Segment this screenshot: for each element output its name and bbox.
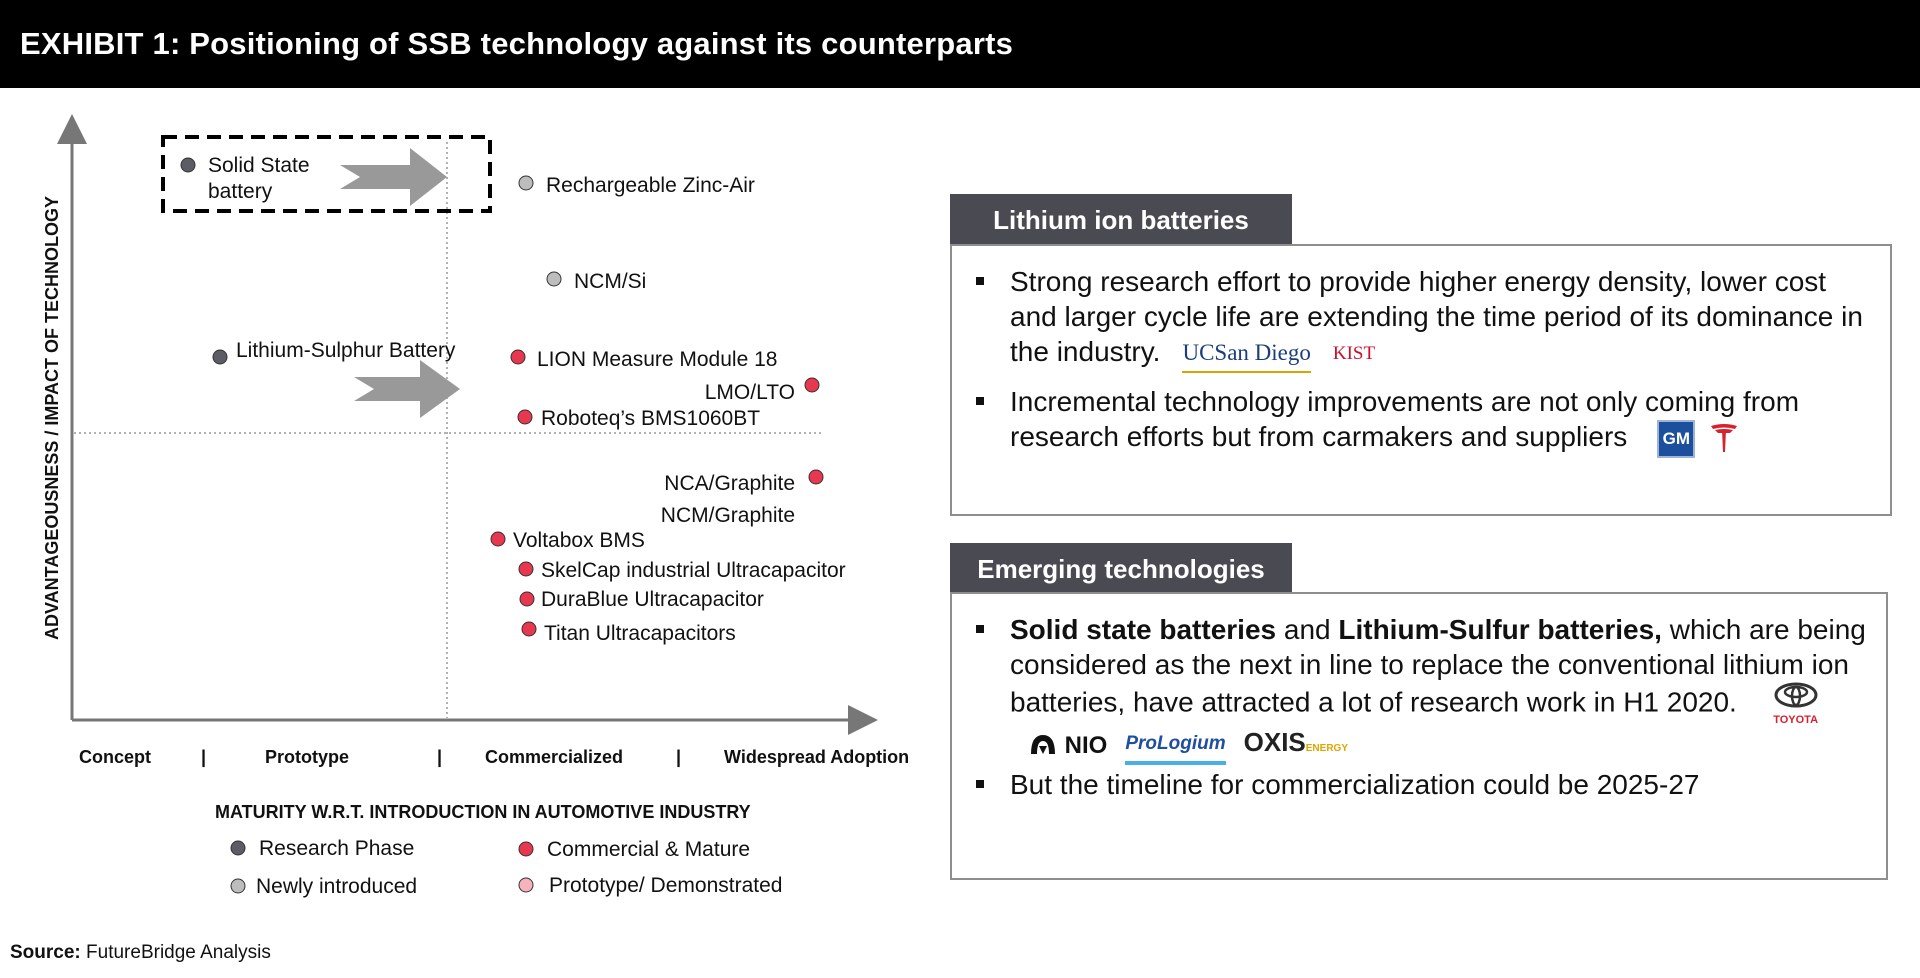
point-label: NCM/Graphite <box>660 504 795 527</box>
point-marker <box>809 470 823 484</box>
point-marker <box>181 158 195 172</box>
point-marker <box>519 176 533 190</box>
lithium-ion-heading: Lithium ion batteries <box>950 194 1292 244</box>
page-title: EXHIBIT 1: Positioning of SSB technology against its counterparts <box>20 26 1014 61</box>
point-marker <box>491 532 505 546</box>
point-marker <box>519 562 533 576</box>
point-marker <box>511 350 525 364</box>
ssb-arrow <box>340 148 447 206</box>
ucsd-logo: UCSan Diego <box>1182 335 1310 373</box>
legend-label: Research Phase <box>259 837 415 860</box>
x-category-concept: Concept <box>79 747 151 767</box>
legend <box>231 837 782 898</box>
point-marker <box>518 410 532 424</box>
point-label: NCM/Si <box>574 270 647 293</box>
emerging-tech-panel <box>950 592 1888 880</box>
point-marker <box>520 592 534 606</box>
legend-marker <box>231 879 245 893</box>
x-separator: | <box>437 747 443 767</box>
point-marker <box>522 622 536 636</box>
point-label: LMO/LTO <box>704 381 795 404</box>
legend-marker <box>519 878 533 892</box>
point-label: LION Measure Module 18 <box>537 348 778 371</box>
kist-logo: KIST <box>1332 343 1376 365</box>
title-bar <box>0 0 1920 88</box>
em-bullet-2: But the timeline for commercialization could be 2025-27 <box>1010 767 1870 802</box>
legend-label: Prototype/ Demonstrated <box>549 874 783 897</box>
nio-logo: NIO <box>1028 728 1107 763</box>
x-axis-title: MATURITY W.R.T. INTRODUCTION IN AUTOMOTIVE INDUSTRY <box>215 802 751 822</box>
emerging-tech-heading: Emerging technologies <box>950 543 1292 593</box>
em-bullet-1: Solid state batteries and Lithium-Sulfur batteries, which are being considered as the next in line to replace the conventional lithium ion batteries, have attracted a lot of research work in H1 2020. TOYOTA NIO ProLogium OXISENERGY <box>1010 612 1870 765</box>
x-category-prototype: Prototype <box>265 747 350 767</box>
x-separator: | <box>201 747 207 767</box>
x-category-commercialized: Commercialized <box>485 747 624 767</box>
li-bullet-1: Strong research effort to provide higher energy density, lower cost and larger cycle life are extending the time period of its dominance in the industry. UCSan Diego KIST <box>1010 264 1870 373</box>
legend-label: Commercial & Mature <box>547 838 751 861</box>
point-label: SkelCap industrial Ultracapacitor <box>541 559 846 582</box>
toyota-logo: TOYOTA <box>1771 682 1821 726</box>
gm-logo: GM <box>1657 420 1695 458</box>
point-label: Voltabox BMS <box>513 529 645 552</box>
y-axis-label: ADVANTAGEOUSNESS / IMPACT OF TECHNOLOGY <box>42 195 62 641</box>
point-marker <box>805 378 819 392</box>
point-label: Roboteq’s BMS1060BT <box>541 407 761 430</box>
lisu-arrow <box>354 360 460 418</box>
positioning-chart <box>0 88 940 938</box>
point-label: Titan Ultracapacitors <box>544 622 736 645</box>
oxis-logo: OXISENERGY <box>1243 727 1348 758</box>
point-label: NCA/Graphite <box>664 472 795 495</box>
tesla-logo <box>1709 422 1739 456</box>
legend-marker <box>231 841 245 855</box>
point-label: Rechargeable Zinc-Air <box>546 174 755 197</box>
point-label: battery <box>208 180 273 203</box>
prologium-logo: ProLogium <box>1125 726 1225 765</box>
point-label: Solid State <box>208 154 310 177</box>
data-points <box>181 154 846 645</box>
point-label: Lithium-Sulphur Battery <box>236 339 456 362</box>
point-marker <box>213 350 227 364</box>
source-note: Source: FutureBridge Analysis <box>10 942 271 963</box>
point-label: DuraBlue Ultracapacitor <box>541 588 764 611</box>
legend-label: Newly introduced <box>256 875 418 898</box>
li-bullet-2: Incremental technology improvements are not only coming from research efforts but from carmakers and suppliers GM <box>1010 384 1870 458</box>
x-category-widespread: Widespread Adoption <box>724 747 910 767</box>
legend-marker <box>519 842 533 856</box>
x-separator: | <box>676 747 682 767</box>
point-marker <box>547 272 561 286</box>
lithium-ion-panel <box>950 244 1892 516</box>
